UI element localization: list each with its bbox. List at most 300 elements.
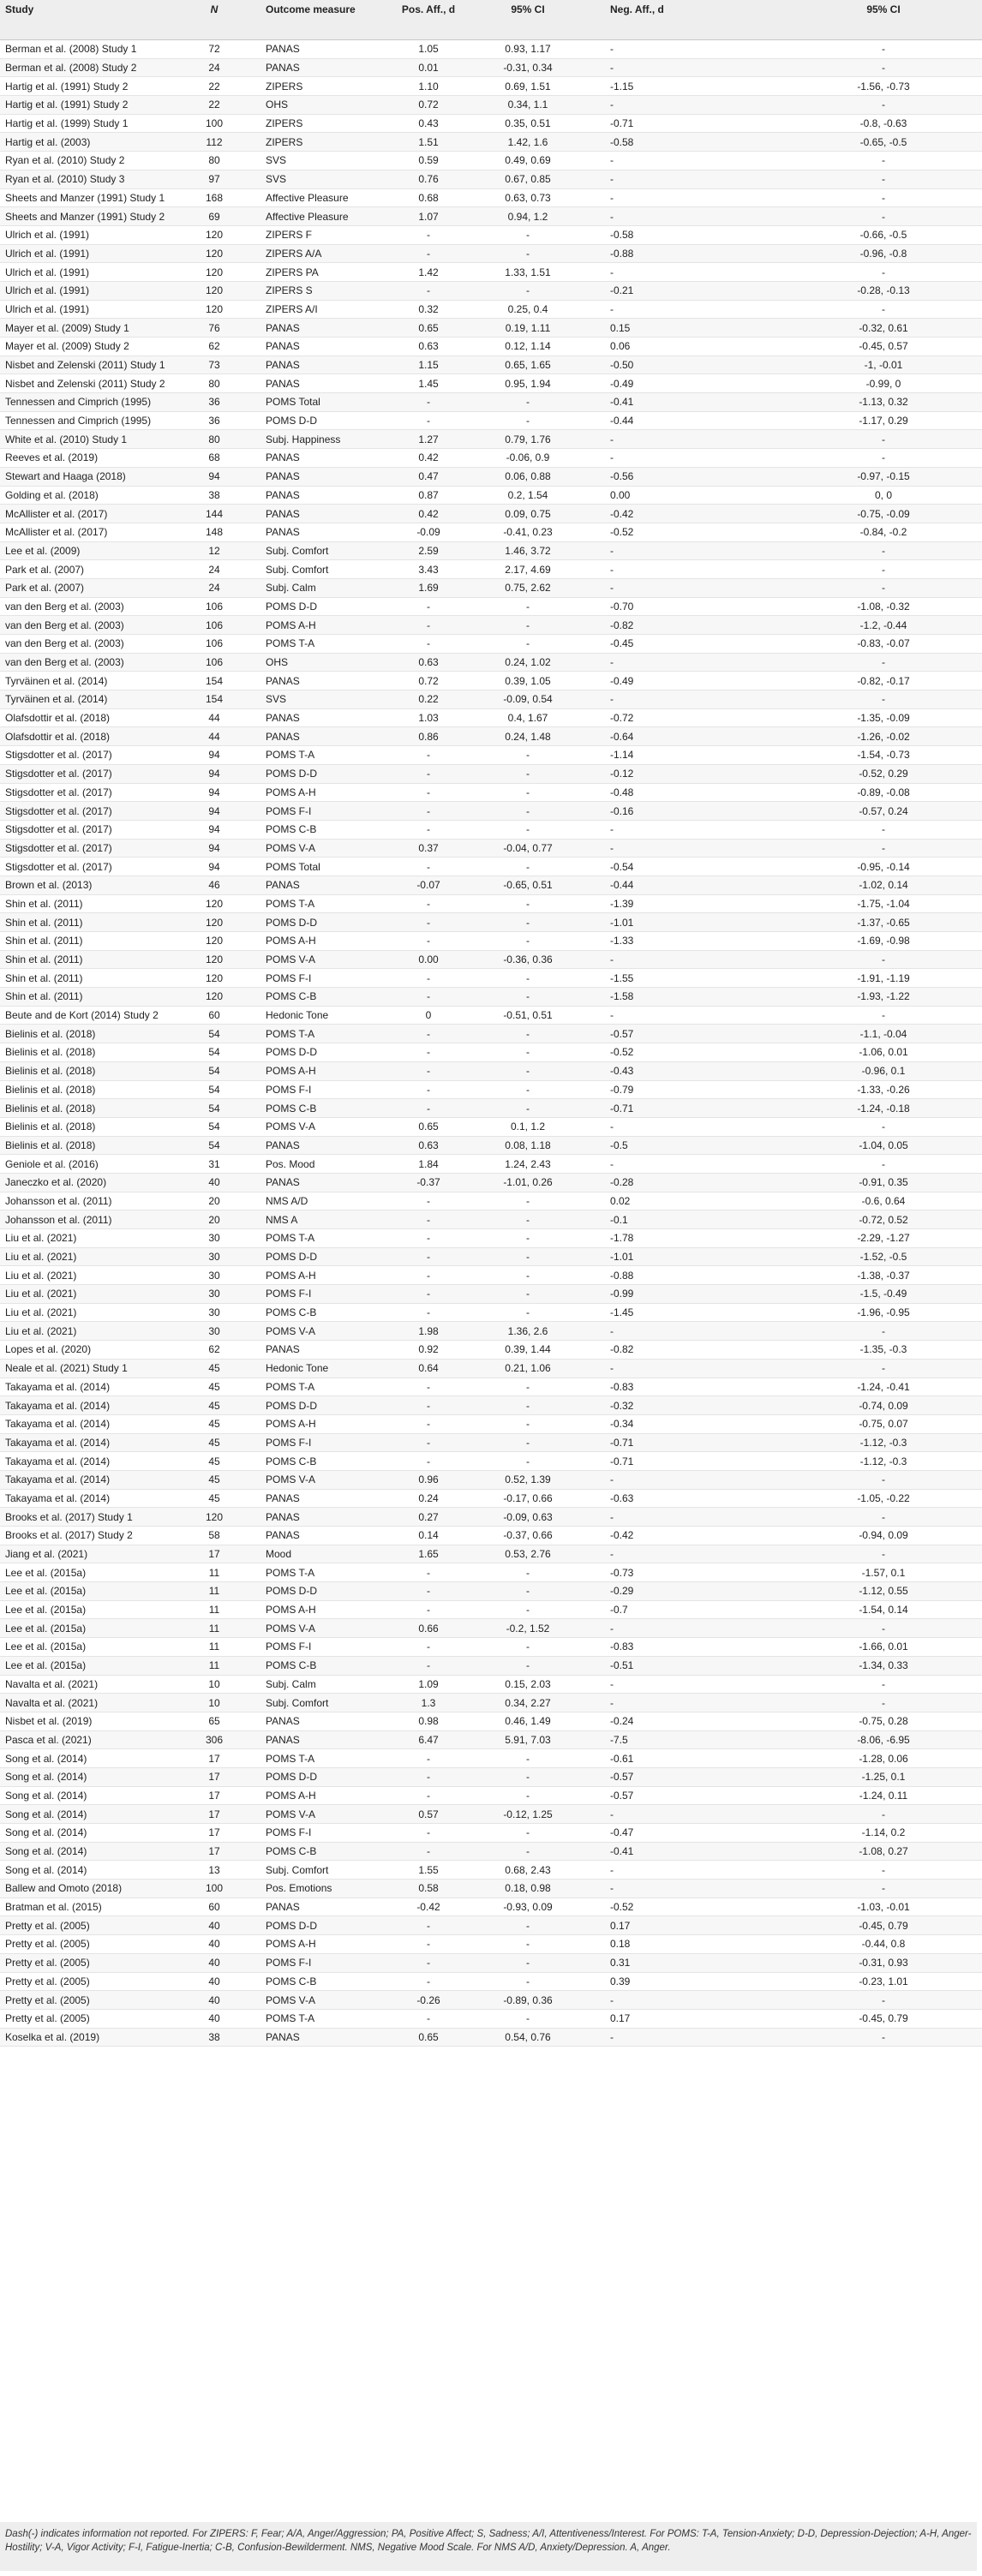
cell-n: 106 (166, 653, 260, 672)
cell-neg-aff: -1.33 (605, 932, 686, 951)
cell-neg-aff: -0.71 (605, 1433, 686, 1452)
cell-n: 120 (166, 244, 260, 263)
cell-neg-aff: - (605, 1675, 686, 1694)
cell-neg-ci: -1.12, 0.55 (783, 1582, 982, 1601)
cell-pos-aff: 1.55 (386, 1861, 470, 1880)
cell-pos-ci: 0.63, 0.73 (470, 188, 584, 207)
cell-spacer (584, 1247, 605, 1266)
cell-study: Ulrich et al. (1991) (0, 263, 166, 282)
cell-study: Bielinis et al. (2018) (0, 1025, 166, 1043)
cell-pos-aff: - (386, 746, 470, 765)
table-row (0, 1247, 982, 1266)
table-row (0, 1767, 982, 1786)
cell-outcome-measure: PANAS (260, 486, 386, 505)
cell-study: Song et al. (2014) (0, 1749, 166, 1768)
cell-study: Hartig et al. (1991) Study 2 (0, 77, 166, 96)
cell-pos-ci: 0.12, 1.14 (470, 338, 584, 356)
cell-neg-aff: 0.18 (605, 1935, 686, 1954)
cell-outcome-measure: PANAS (260, 505, 386, 523)
cell-study: Song et al. (2014) (0, 1767, 166, 1786)
cell-spacer-2 (686, 746, 783, 765)
table-row (0, 2009, 982, 2028)
cell-study: van den Berg et al. (2003) (0, 635, 166, 654)
cell-pos-aff: 0.27 (386, 1508, 470, 1527)
cell-spacer (584, 523, 605, 541)
table-row (0, 1749, 982, 1768)
cell-study: Park et al. (2007) (0, 560, 166, 579)
table-row (0, 1991, 982, 2010)
cell-pos-ci: 0.08, 1.18 (470, 1136, 584, 1155)
cell-study: Navalta et al. (2021) (0, 1675, 166, 1694)
cell-study: Takayama et al. (2014) (0, 1470, 166, 1489)
table-row (0, 1619, 982, 1638)
cell-spacer-2 (686, 1991, 783, 2010)
cell-spacer (584, 616, 605, 635)
cell-neg-aff: -0.82 (605, 616, 686, 635)
cell-pos-aff: - (386, 1786, 470, 1805)
table-row (0, 505, 982, 523)
cell-study: Jiang et al. (2021) (0, 1545, 166, 1563)
cell-spacer (584, 1675, 605, 1694)
cell-study: Liu et al. (2021) (0, 1322, 166, 1341)
cell-spacer (584, 1470, 605, 1489)
cell-study: Pretty et al. (2005) (0, 2009, 166, 2028)
cell-n: 97 (166, 170, 260, 188)
cell-outcome-measure: NMS A (260, 1210, 386, 1229)
cell-spacer (584, 1322, 605, 1341)
cell-pos-ci: -0.09, 0.54 (470, 690, 584, 709)
cell-pos-ci: 0.67, 0.85 (470, 170, 584, 188)
cell-neg-ci: - (783, 1359, 982, 1378)
cell-n: 120 (166, 969, 260, 988)
cell-outcome-measure: PANAS (260, 708, 386, 727)
cell-spacer (584, 635, 605, 654)
cell-neg-ci: -1.66, 0.01 (783, 1638, 982, 1657)
cell-study: Song et al. (2014) (0, 1842, 166, 1861)
cell-spacer (584, 1805, 605, 1824)
cell-outcome-measure: POMS D-D (260, 1916, 386, 1935)
cell-neg-aff: -0.49 (605, 374, 686, 393)
cell-neg-ci: -1.52, -0.5 (783, 1247, 982, 1266)
cell-outcome-measure: Subj. Calm (260, 1675, 386, 1694)
cell-pos-ci: 0.09, 0.75 (470, 505, 584, 523)
cell-spacer-2 (686, 356, 783, 374)
cell-pos-ci: - (470, 1916, 584, 1935)
cell-outcome-measure: ZIPERS (260, 133, 386, 152)
cell-study: Mayer et al. (2009) Study 2 (0, 338, 166, 356)
table-row (0, 1210, 982, 1229)
table-row (0, 1508, 982, 1527)
cell-spacer-2 (686, 1470, 783, 1489)
cell-neg-aff: 0.02 (605, 1192, 686, 1210)
cell-outcome-measure: POMS V-A (260, 950, 386, 969)
cell-outcome-measure: Subj. Comfort (260, 560, 386, 579)
cell-neg-aff: -0.43 (605, 1061, 686, 1080)
cell-outcome-measure: PANAS (260, 374, 386, 393)
cell-study: Nisbet and Zelenski (2011) Study 1 (0, 356, 166, 374)
cell-spacer-2 (686, 690, 783, 709)
cell-neg-aff: - (605, 1470, 686, 1489)
cell-n: 94 (166, 802, 260, 821)
cell-spacer-2 (686, 1229, 783, 1248)
cell-spacer (584, 1898, 605, 1916)
cell-spacer (584, 1192, 605, 1210)
cell-neg-aff: - (605, 170, 686, 188)
table-row (0, 1656, 982, 1675)
cell-neg-aff: - (605, 430, 686, 449)
cell-neg-ci: -0.84, -0.2 (783, 523, 982, 541)
cell-pos-ci: - (470, 913, 584, 932)
cell-study: Lee et al. (2009) (0, 541, 166, 560)
cell-neg-aff: - (605, 690, 686, 709)
cell-spacer-2 (686, 1805, 783, 1824)
cell-study: Pretty et al. (2005) (0, 1972, 166, 1991)
cell-spacer-2 (686, 1080, 783, 1099)
cell-neg-ci: - (783, 263, 982, 282)
cell-neg-ci: -1.08, -0.32 (783, 597, 982, 616)
cell-pos-ci: -0.89, 0.36 (470, 1991, 584, 2010)
cell-n: 40 (166, 1953, 260, 1972)
cell-outcome-measure: Affective Pleasure (260, 207, 386, 226)
cell-pos-ci: - (470, 1452, 584, 1471)
cell-spacer (584, 1210, 605, 1229)
cell-spacer (584, 1749, 605, 1768)
cell-n: 106 (166, 635, 260, 654)
cell-neg-ci: -0.45, 0.79 (783, 2009, 982, 2028)
cell-spacer (584, 1136, 605, 1155)
cell-neg-ci: - (783, 1470, 982, 1489)
table-row (0, 356, 982, 374)
cell-study: Navalta et al. (2021) (0, 1694, 166, 1712)
cell-spacer-2 (686, 560, 783, 579)
cell-spacer (584, 114, 605, 133)
cell-study: Olafsdottir et al. (2018) (0, 708, 166, 727)
cell-neg-ci: -1.28, 0.06 (783, 1749, 982, 1768)
cell-n: 11 (166, 1600, 260, 1619)
cell-pos-ci: - (470, 1600, 584, 1619)
table-row (0, 225, 982, 244)
cell-pos-ci: - (470, 802, 584, 821)
cell-pos-aff: 1.03 (386, 708, 470, 727)
cell-spacer-2 (686, 77, 783, 96)
cell-pos-aff: - (386, 1247, 470, 1266)
cell-outcome-measure: POMS D-D (260, 1767, 386, 1786)
cell-pos-ci: -1.01, 0.26 (470, 1173, 584, 1192)
cell-pos-ci: 0.46, 1.49 (470, 1712, 584, 1730)
cell-n: 17 (166, 1767, 260, 1786)
cell-study: Golding et al. (2018) (0, 486, 166, 505)
cell-n: 24 (166, 560, 260, 579)
cell-spacer-2 (686, 1563, 783, 1582)
cell-study: van den Berg et al. (2003) (0, 616, 166, 635)
cell-pos-aff: 0.65 (386, 2028, 470, 2047)
cell-outcome-measure: Subj. Happiness (260, 430, 386, 449)
cell-n: 120 (166, 932, 260, 951)
cell-outcome-measure: Affective Pleasure (260, 188, 386, 207)
cell-neg-ci: - (783, 1155, 982, 1174)
cell-study: van den Berg et al. (2003) (0, 653, 166, 672)
table-row (0, 374, 982, 393)
cell-study: McAllister et al. (2017) (0, 523, 166, 541)
cell-spacer-2 (686, 1656, 783, 1675)
cell-study: Sheets and Manzer (1991) Study 1 (0, 188, 166, 207)
cell-n: 94 (166, 820, 260, 839)
cell-spacer (584, 1880, 605, 1898)
cell-n: 54 (166, 1025, 260, 1043)
table-row (0, 1527, 982, 1545)
cell-spacer (584, 1303, 605, 1322)
cell-spacer (584, 1712, 605, 1730)
cell-pos-ci: 0.39, 1.44 (470, 1341, 584, 1360)
cell-outcome-measure: POMS C-B (260, 1452, 386, 1471)
cell-spacer (584, 1173, 605, 1192)
cell-spacer (584, 1656, 605, 1675)
cell-neg-ci: -1.04, 0.05 (783, 1136, 982, 1155)
table-row (0, 1229, 982, 1248)
cell-study: Olafsdottir et al. (2018) (0, 727, 166, 746)
cell-neg-aff: - (605, 1322, 686, 1341)
cell-neg-ci: - (783, 1880, 982, 1898)
cell-study: Shin et al. (2011) (0, 988, 166, 1007)
cell-pos-aff: - (386, 783, 470, 802)
cell-pos-ci: 0.18, 0.98 (470, 1880, 584, 1898)
cell-neg-aff: - (605, 1991, 686, 2010)
cell-pos-ci: - (470, 225, 584, 244)
cell-outcome-measure: POMS T-A (260, 1378, 386, 1396)
cell-pos-ci: 2.17, 4.69 (470, 560, 584, 579)
table-footnote: Dash(-) indicates information not reported. For ZIPERS: F, Fear; A/A, Anger/Aggression; PA, Positive Affect; S, Sadness; A/I, Attentiveness/Interest. For POMS: T-A, Tension-Anxiety; D-D, Depression-Dejection; A-H, Anger-Hostility; V-A, Vigor Activity; F-I, Fatigue-Inertia; C-B, Confusion-Bewilderment. NMS, Negative Mood Scale. For NMS A/D, Anxiety/Depression. A, Anger. (0, 2522, 977, 2571)
table-row (0, 1563, 982, 1582)
cell-outcome-measure: NMS A/D (260, 1192, 386, 1210)
cell-pos-aff: 0.72 (386, 672, 470, 690)
cell-outcome-measure: POMS T-A (260, 1025, 386, 1043)
cell-pos-ci: - (470, 1210, 584, 1229)
cell-spacer (584, 1972, 605, 1991)
cell-neg-aff: -1.14 (605, 746, 686, 765)
table-row (0, 1433, 982, 1452)
cell-study: Ulrich et al. (1991) (0, 225, 166, 244)
cell-study: Sheets and Manzer (1991) Study 2 (0, 207, 166, 226)
cell-pos-ci: - (470, 1842, 584, 1861)
cell-spacer-2 (686, 1972, 783, 1991)
cell-pos-aff: - (386, 2009, 470, 2028)
cell-spacer (584, 1638, 605, 1657)
table-row (0, 96, 982, 115)
cell-neg-ci: -0.32, 0.61 (783, 319, 982, 338)
cell-pos-ci: - (470, 1656, 584, 1675)
cell-outcome-measure: POMS D-D (260, 764, 386, 783)
cell-n: 112 (166, 133, 260, 152)
cell-pos-ci: - (470, 1749, 584, 1768)
cell-study: Tyrväinen et al. (2014) (0, 690, 166, 709)
cell-spacer (584, 1378, 605, 1396)
cell-spacer (584, 839, 605, 858)
cell-outcome-measure: PANAS (260, 1489, 386, 1508)
cell-pos-aff: - (386, 1582, 470, 1601)
cell-n: 62 (166, 1341, 260, 1360)
cell-n: 36 (166, 411, 260, 430)
cell-neg-aff: -0.21 (605, 281, 686, 300)
cell-neg-aff: -0.50 (605, 356, 686, 374)
cell-pos-ci: 0.65, 1.65 (470, 356, 584, 374)
cell-pos-ci: 0.39, 1.05 (470, 672, 584, 690)
cell-outcome-measure: POMS A-H (260, 932, 386, 951)
cell-spacer (584, 1155, 605, 1174)
cell-pos-aff: 1.27 (386, 430, 470, 449)
cell-pos-ci: - (470, 783, 584, 802)
table-row (0, 1786, 982, 1805)
cell-pos-aff: 0.76 (386, 170, 470, 188)
cell-pos-ci: - (470, 616, 584, 635)
cell-neg-ci: -0.28, -0.13 (783, 281, 982, 300)
cell-pos-aff: - (386, 1025, 470, 1043)
cell-pos-aff: - (386, 1953, 470, 1972)
cell-pos-ci: 0.25, 0.4 (470, 300, 584, 319)
cell-n: 65 (166, 1712, 260, 1730)
cell-outcome-measure: POMS Total (260, 858, 386, 876)
cell-spacer-2 (686, 1712, 783, 1730)
table-row (0, 58, 982, 77)
cell-outcome-measure: POMS D-D (260, 1396, 386, 1415)
cell-n: 80 (166, 152, 260, 170)
cell-neg-aff: -1.78 (605, 1229, 686, 1248)
cell-neg-ci: 0, 0 (783, 486, 982, 505)
cell-spacer-2 (686, 839, 783, 858)
cell-spacer (584, 1359, 605, 1378)
cell-n: 80 (166, 430, 260, 449)
cell-spacer (584, 1767, 605, 1786)
cell-study: Bielinis et al. (2018) (0, 1043, 166, 1062)
cell-neg-ci: -1.35, -0.3 (783, 1341, 982, 1360)
cell-study: Shin et al. (2011) (0, 932, 166, 951)
table-row (0, 1043, 982, 1062)
cell-neg-aff: -0.54 (605, 858, 686, 876)
cell-neg-aff: 0.17 (605, 1916, 686, 1935)
cell-outcome-measure: POMS T-A (260, 746, 386, 765)
header-study: Study (0, 0, 166, 40)
cell-n: 30 (166, 1247, 260, 1266)
cell-pos-ci: - (470, 894, 584, 913)
cell-pos-ci: 1.33, 1.51 (470, 263, 584, 282)
cell-n: 11 (166, 1563, 260, 1582)
table-row (0, 1099, 982, 1118)
table-row (0, 597, 982, 616)
cell-spacer (584, 1545, 605, 1563)
cell-outcome-measure: POMS A-H (260, 1266, 386, 1285)
table-row (0, 969, 982, 988)
header-pos-ci: 95% CI (470, 0, 584, 40)
cell-n: 11 (166, 1582, 260, 1601)
cell-outcome-measure: POMS V-A (260, 1805, 386, 1824)
table-row (0, 1061, 982, 1080)
cell-outcome-measure: POMS F-I (260, 1953, 386, 1972)
cell-spacer-2 (686, 913, 783, 932)
cell-spacer-2 (686, 1545, 783, 1563)
cell-pos-aff: - (386, 932, 470, 951)
cell-pos-aff: 3.43 (386, 560, 470, 579)
cell-neg-ci: -1.17, 0.29 (783, 411, 982, 430)
table-row (0, 281, 982, 300)
cell-outcome-measure: ZIPERS (260, 114, 386, 133)
cell-outcome-measure: Pos. Emotions (260, 1880, 386, 1898)
cell-pos-aff: - (386, 1414, 470, 1433)
table-row (0, 1805, 982, 1824)
cell-study: Brown et al. (2013) (0, 876, 166, 894)
cell-study: Shin et al. (2011) (0, 969, 166, 988)
cell-neg-aff: 0.15 (605, 319, 686, 338)
cell-outcome-measure: POMS T-A (260, 1749, 386, 1768)
table-row (0, 1192, 982, 1210)
cell-neg-ci: -0.96, 0.1 (783, 1061, 982, 1080)
cell-study: Stigsdotter et al. (2017) (0, 783, 166, 802)
cell-neg-aff: -0.73 (605, 1563, 686, 1582)
cell-outcome-measure: POMS D-D (260, 1582, 386, 1601)
cell-pos-ci: - (470, 1061, 584, 1080)
cell-spacer (584, 1563, 605, 1582)
cell-pos-ci: 0.2, 1.54 (470, 486, 584, 505)
cell-spacer-2 (686, 1247, 783, 1266)
cell-neg-aff: -0.42 (605, 1527, 686, 1545)
cell-spacer (584, 1619, 605, 1638)
cell-outcome-measure: PANAS (260, 467, 386, 486)
cell-outcome-measure: PANAS (260, 1712, 386, 1730)
cell-spacer-2 (686, 1675, 783, 1694)
cell-study: Berman et al. (2008) Study 2 (0, 58, 166, 77)
cell-spacer (584, 77, 605, 96)
cell-spacer-2 (686, 1396, 783, 1415)
cell-spacer-2 (686, 1916, 783, 1935)
cell-study: Stigsdotter et al. (2017) (0, 764, 166, 783)
cell-spacer-2 (686, 578, 783, 597)
cell-n: 120 (166, 894, 260, 913)
cell-pos-aff: - (386, 820, 470, 839)
cell-neg-ci: -1, -0.01 (783, 356, 982, 374)
table-row (0, 541, 982, 560)
cell-spacer (584, 244, 605, 263)
cell-pos-aff: - (386, 635, 470, 654)
cell-spacer (584, 1006, 605, 1025)
cell-spacer-2 (686, 1433, 783, 1452)
cell-outcome-measure: POMS V-A (260, 1117, 386, 1136)
cell-spacer (584, 1043, 605, 1062)
cell-pos-ci: -0.31, 0.34 (470, 58, 584, 77)
cell-neg-aff: 0.17 (605, 2009, 686, 2028)
cell-study: Brooks et al. (2017) Study 1 (0, 1508, 166, 1527)
cell-neg-ci: -1.93, -1.22 (783, 988, 982, 1007)
cell-spacer (584, 1730, 605, 1749)
cell-neg-ci: - (783, 950, 982, 969)
cell-pos-ci: 0.49, 0.69 (470, 152, 584, 170)
cell-pos-ci: -0.04, 0.77 (470, 839, 584, 858)
cell-neg-ci: -1.69, -0.98 (783, 932, 982, 951)
table-row (0, 1322, 982, 1341)
cell-spacer-2 (686, 1582, 783, 1601)
cell-study: Song et al. (2014) (0, 1786, 166, 1805)
cell-neg-ci: -0.8, -0.63 (783, 114, 982, 133)
cell-pos-aff: - (386, 1210, 470, 1229)
cell-neg-aff: - (605, 1694, 686, 1712)
cell-spacer (584, 2028, 605, 2047)
cell-outcome-measure: POMS C-B (260, 1099, 386, 1118)
cell-neg-ci: - (783, 300, 982, 319)
cell-spacer-2 (686, 263, 783, 282)
cell-neg-aff: - (605, 950, 686, 969)
cell-neg-ci: -0.45, 0.79 (783, 1916, 982, 1935)
cell-spacer-2 (686, 393, 783, 412)
cell-pos-aff: - (386, 1824, 470, 1843)
cell-study: White et al. (2010) Study 1 (0, 430, 166, 449)
cell-outcome-measure: POMS A-H (260, 1935, 386, 1954)
